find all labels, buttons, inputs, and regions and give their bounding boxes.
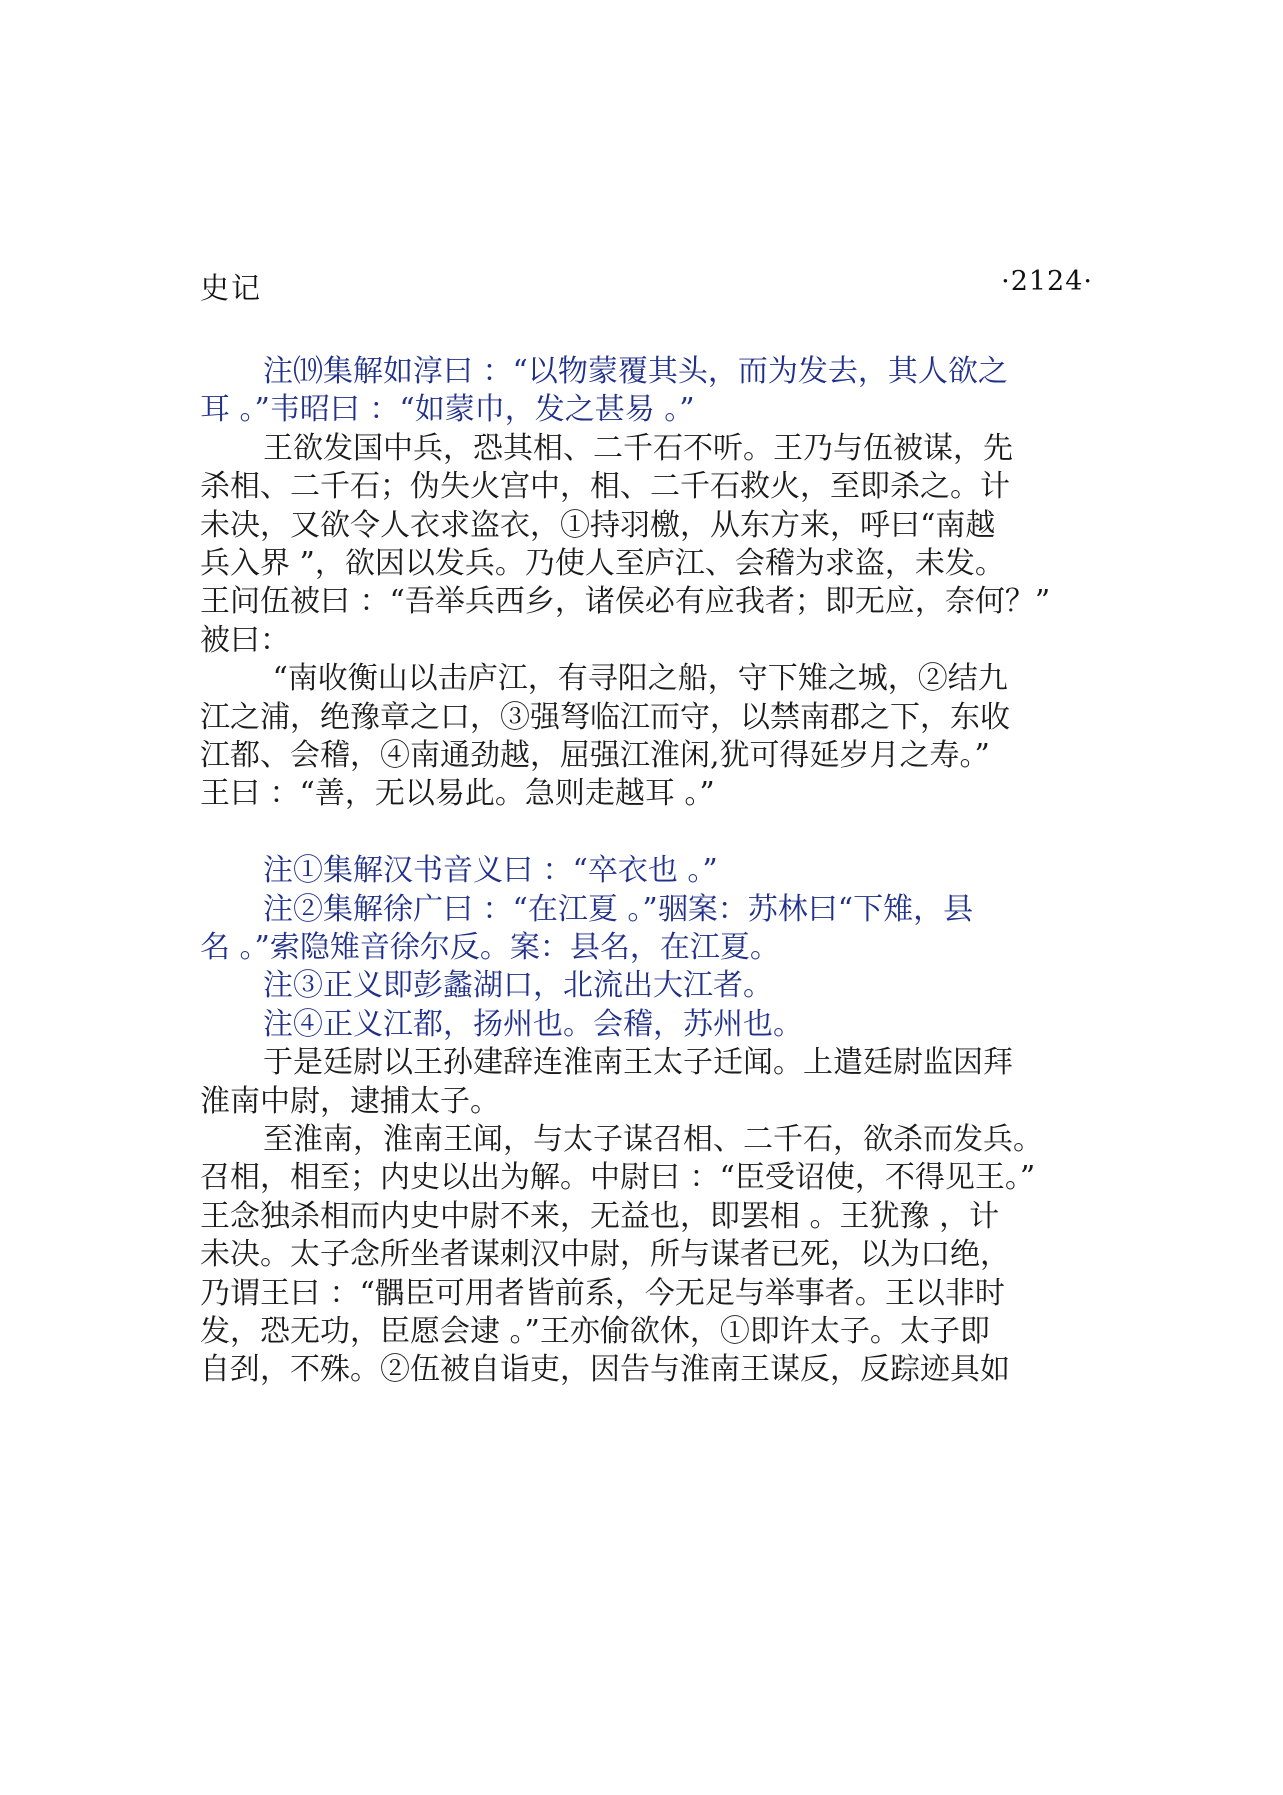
text-line: 兵入界 ”，欲因以发兵。乃使人至庐江、会稽为求盗，未发。 [200, 546, 1005, 581]
text-line: 杀相、二千石；伪失火宫中，相、二千石救火，至即杀之。计 [200, 469, 1010, 505]
running-head [200, 266, 1093, 306]
text-line: 王曰 ：“善，无以易此。急则走越耳 。” [200, 776, 715, 812]
annotation-line: 注④正义江都，扬州也。会稽，苏州也。 [263, 1006, 803, 1042]
annotation-line: 注③正义即彭蠡湖口，北流出大江者。 [263, 968, 773, 1004]
annotation-line: 耳 。”韦昭曰 ：“如蒙巾，发之甚易 。” [200, 392, 695, 428]
text-line: 自刭，不殊。②伍被自诣吏，因告与淮南王谋反，反踪迹具如 [200, 1352, 1010, 1388]
text-line: 王问伍被曰 ：“吾举兵西乡，诸侯必有应我者；即无应，奈何？” [200, 584, 1051, 620]
text-line: 乃谓王曰 ：“髃臣可用者皆前系，今无足与举事者。王以非时 [200, 1275, 1005, 1311]
text-line: 被曰： [200, 622, 290, 658]
annotation-line: 注①集解汉书音义曰 ：“卒衣也 。” [263, 853, 718, 889]
text-line: 发，恐无功，臣愿会逮 。”王亦偷欲休，①即许太子。太子即 [200, 1314, 990, 1349]
text-line: 召相，相至；内史以出为解。中尉曰 ：“臣受诏使，不得见王。” [200, 1160, 1036, 1196]
annotation-line: 名 。”索隐雉音徐尔反。案：县名，在江夏。 [200, 930, 780, 965]
annotation-line: 注②集解徐广曰 ：“在江夏 。”骃案：苏林曰“下雉，县 [263, 891, 974, 927]
text-line: 江都、会稽，④南通劲越，屈强江淮闲,犹可得延岁月之寿。” [200, 738, 990, 773]
text-line: 未决。太子念所坐者谋刺汉中尉，所与谋者已死，以为口绝， [200, 1237, 1010, 1273]
text-line: 王念独杀相而内史中尉不来，无益也，即罢相 。王犹豫 ，计 [200, 1198, 1000, 1234]
annotation-line: 注⒆集解如淳曰 ：“以物蒙覆其头，而为发去，其人欲之 [263, 354, 1008, 389]
text-line: 江之浦，绝豫章之口，③强弩临江而守，以禁南郡之下，东收 [200, 699, 1010, 735]
book-title: 史记 [200, 271, 263, 305]
text-line: 至淮南，淮南王闻，与太子谋召相、二千石，欲杀而发兵。 [263, 1122, 1043, 1157]
text-line: “南收衡山以击庐江，有寻阳之船，守下雉之城，②结九 [272, 661, 1008, 697]
text-line: 未决，又欲令人衣求盗衣，①持羽檄，从东方来，呼曰“南越 [200, 507, 996, 543]
text-line: 于是廷尉以王孙建辞连淮南王太子迁闻。上遣廷尉监因拜 [263, 1045, 1013, 1081]
text-line: 淮南中尉，逮捕太子。 [200, 1083, 500, 1119]
text-line: 王欲发国中兵，恐其相、二千石不听。王乃与伍被谋，先 [263, 430, 1013, 466]
page-number: ·2124· [1001, 266, 1093, 297]
